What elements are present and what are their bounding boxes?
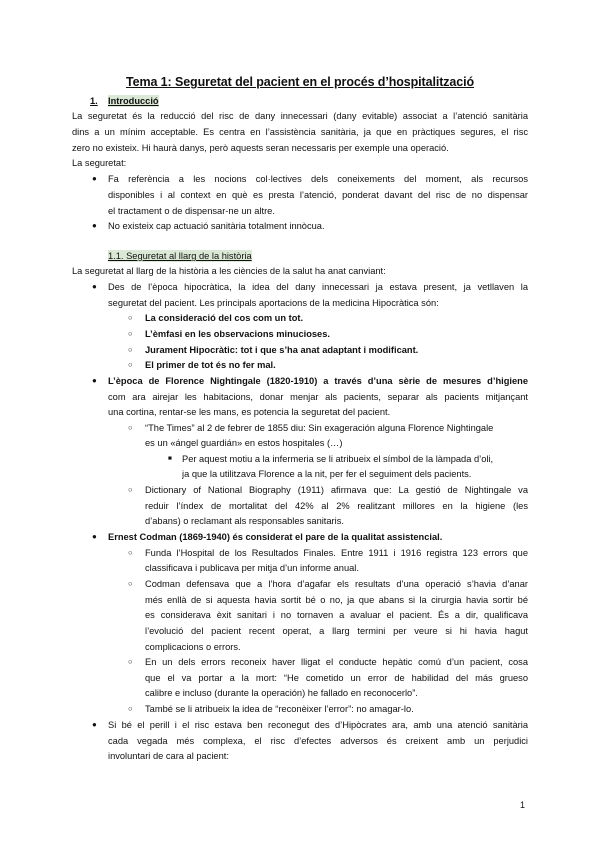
circle-bullet-icon: ○ [128,345,133,354]
atribueix-line: També se li atribueix la idea de “reconèixer l’error”: no amagar-lo. [145,704,414,714]
hipo-line-1: Des de l’època hipocràtica, la idea del dany innecessari ja estava present, ja vetllaven la [108,282,528,292]
circle-bullet-icon: ○ [128,548,133,557]
intro-line-1: La seguretat és la reducció del risc de dany innecessari (dany evitable) associat a l’atenció sanitària [72,111,528,121]
circle-bullet-icon: ○ [128,360,133,369]
circle-bullet-icon: ○ [128,704,133,713]
section-1-1-heading: 1.1. Seguretat al llarg de la història [108,251,252,261]
error-line-3: calibre e incluso (durante la operación) he fallado en reconocerlo”. [145,688,418,698]
circle-bullet-icon: ○ [128,423,133,432]
florence-line-1: L’època de Florence Nightingale (1820-1910) a través d’una sèrie de mesures d’higiene [108,376,528,386]
lamp-line-1: Per aquest motiu a la infermeria se li atribueix el símbol de la làmpada d’oli, [182,454,494,464]
bullet2-line: No existeix cap actuació sanitària totalment innòcua. [108,221,325,231]
circle-bullet-icon: ○ [128,313,133,322]
seguretat-label: La seguretat: [72,158,127,168]
codman2-line-4: l’evolució del pacient recent operat, a llarg termini per veure si hi havia hagut [145,626,528,636]
bullet-icon: ● [92,282,97,291]
codman2-line-1: Codman defensava que a l’hora d’agafar els resultats d’una operació s’havia d’anar [145,579,528,589]
error-line-1: En un dels errors reconeix haver lligat el conducte hepàtic comú d’un pacient, cosa [145,657,528,667]
bullet-icon: ● [92,376,97,385]
hipo-item-2: L’èmfasi en les observacions minucioses. [145,329,330,339]
section-1-number: 1. [90,96,98,106]
codman2-line-2: més enllà de si aquesta havia sortit bé o no, ja que abans si la cirurgia havia sortir bé [145,595,528,605]
hipo-item-3: Jurament Hipocràtic: tot i que s’ha anat adaptant i modificant. [145,345,419,355]
history-intro: La seguretat al llarg de la història a les ciències de la salut ha anat canviant: [72,266,386,276]
codman2-line-5: complicacions o errors. [145,642,241,652]
circle-bullet-icon: ○ [128,657,133,666]
bullet-icon: ● [92,532,97,541]
hipo-item-4: El primer de tot és no fer mal. [145,360,276,370]
hipocrates-line-3: involuntari de cara al pacient: [108,751,229,761]
page-title: Tema 1: Seguretat del pacient en el procés d’hospitalització [125,75,475,89]
bullet1-line-3: el tractament o de dispensar-ne un altre. [108,206,275,216]
section-1-heading: Introducció [108,96,159,106]
codman2-line-3: es considerava èxit sanitari i no tornaven a avaluar el pacient. És a dir, qualificava [145,610,528,620]
circle-bullet-icon: ○ [128,579,133,588]
bullet1-line-2: disponibles i al context en què es presta l’atenció, ponderat davant del risc de no dispensar [108,190,528,200]
hipo-line-2: seguretat del pacient. Les principals aportacions de la medicina Hipocràtica són: [108,298,439,308]
hipo-item-1: La consideració del cos com un tot. [145,313,304,323]
intro-line-2: dins a un mínim acceptable. Es centra en l’assistència sanitària, ja que en pràctiques segures, el risc [72,127,528,137]
circle-bullet-icon: ○ [128,485,133,494]
bullet1-line-1: Fa referència a les nocions col·lectives dels coneixements del moment, als recursos [108,174,528,184]
square-bullet-icon: ■ [168,455,172,462]
florence-line-2: com ara airejar les habitacions, donar menjar als pacients, separar als pacients mitjançant [108,392,528,402]
funda-line-1: Funda l’Hospital de los Resultados Finales. Entre 1911 i 1916 registra 123 errors que [145,548,528,558]
times-line-2: es un «ángel guardián» en estos hospitales (…) [145,438,343,448]
times-line-1: “The Times” al 2 de febrer de 1855 diu: Sin exageración alguna Florence Nightingale [145,423,494,433]
circle-bullet-icon: ○ [128,329,133,338]
dictionary-line-2: reduir l’índex de mortalitat del 42% al 2% realitzant millores en la higiene (les [145,501,528,511]
page-number: 1 [520,800,526,810]
funda-line-2: classificava i publicava per mitja d’un informe anual. [145,563,359,573]
florence-line-3: una cortina, rentar-se les mans, es potencia la seguretat del pacient. [108,407,391,417]
dictionary-line-1: Dictionary of National Biography (1911) afirmava que: La gestió de Nightingale va [145,485,528,495]
bullet-icon: ● [92,174,97,183]
bullet-icon: ● [92,720,97,729]
error-line-2: que el va portar a la mort: “He cometido un error de habilidad del más grueso [145,673,528,683]
codman-line: Ernest Codman (1869-1940) és considerat el pare de la qualitat assistencial. [108,532,443,542]
intro-line-3: zero no existeix. Hi haurà danys, però aquests seran necessaris per exemple una operació. [72,143,449,153]
bullet-icon: ● [92,221,97,230]
lamp-line-2: ja que la utilitzava Florence a la nit, per fer el seguiment dels pacients. [182,469,472,479]
hipocrates-line-1: Si bé el perill i el risc estava ben reconegut des d’Hipòcrates ara, amb una atenció sanitària [108,720,528,730]
hipocrates-line-2: cada vegada més complexa, el risc d’efectes adversos és creixent amb un perjudici [108,736,528,746]
dictionary-line-3: d’abans) o reclamant als responsables sanitaris. [145,516,344,526]
